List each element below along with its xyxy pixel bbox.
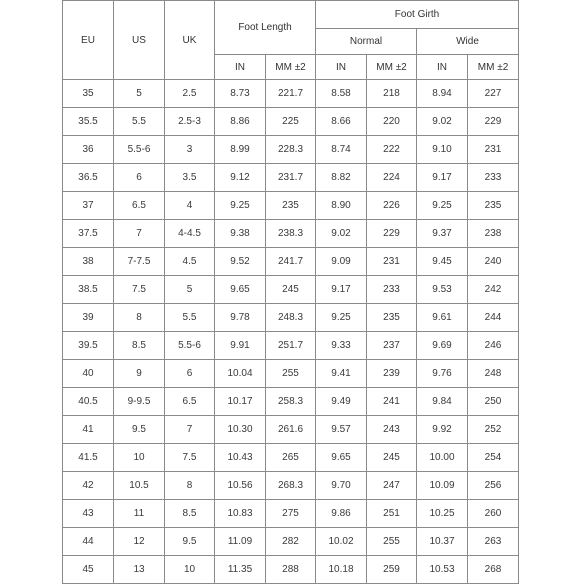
header-normal-mm: MM ±2 <box>367 55 417 80</box>
cell-uk: 5 <box>165 276 215 304</box>
header-us: US <box>114 1 165 80</box>
cell-uk: 4 <box>165 192 215 220</box>
table-row <box>63 472 519 500</box>
cell-length-in: 8.99 <box>215 136 266 164</box>
cell-eu: 35 <box>63 80 114 108</box>
cell-us: 7 <box>114 220 165 248</box>
cell-length-mm: 288 <box>266 556 316 584</box>
cell-us: 6.5 <box>114 192 165 220</box>
cell-us: 8 <box>114 304 165 332</box>
cell-us: 13 <box>114 556 165 584</box>
cell-normal-in: 9.09 <box>316 248 367 276</box>
header-normal-in: IN <box>316 55 367 80</box>
cell-wide-in: 8.94 <box>417 80 468 108</box>
cell-length-in: 9.78 <box>215 304 266 332</box>
table-row <box>63 164 519 192</box>
cell-normal-mm: 224 <box>367 164 417 192</box>
cell-length-in: 10.30 <box>215 416 266 444</box>
cell-wide-mm: 227 <box>468 80 519 108</box>
cell-eu: 45 <box>63 556 114 584</box>
cell-eu: 36.5 <box>63 164 114 192</box>
cell-eu: 36 <box>63 136 114 164</box>
cell-normal-in: 8.82 <box>316 164 367 192</box>
cell-us: 6 <box>114 164 165 192</box>
cell-length-in: 11.09 <box>215 528 266 556</box>
cell-normal-in: 10.18 <box>316 556 367 584</box>
cell-normal-mm: 218 <box>367 80 417 108</box>
table-row <box>63 360 519 388</box>
cell-normal-mm: 220 <box>367 108 417 136</box>
cell-normal-in: 9.86 <box>316 500 367 528</box>
cell-uk: 7.5 <box>165 444 215 472</box>
cell-uk: 4.5 <box>165 248 215 276</box>
cell-us: 5 <box>114 80 165 108</box>
cell-us: 9 <box>114 360 165 388</box>
cell-wide-mm: 268 <box>468 556 519 584</box>
size-chart <box>62 0 518 584</box>
cell-length-mm: 241.7 <box>266 248 316 276</box>
header-foot-girth: Foot Girth <box>316 1 519 29</box>
cell-normal-in: 8.58 <box>316 80 367 108</box>
cell-wide-mm: 244 <box>468 304 519 332</box>
cell-eu: 39 <box>63 304 114 332</box>
cell-length-in: 9.25 <box>215 192 266 220</box>
cell-uk: 6.5 <box>165 388 215 416</box>
cell-normal-mm: 243 <box>367 416 417 444</box>
cell-length-in: 9.12 <box>215 164 266 192</box>
cell-normal-in: 9.02 <box>316 220 367 248</box>
cell-length-in: 10.17 <box>215 388 266 416</box>
cell-length-mm: 245 <box>266 276 316 304</box>
cell-us: 9.5 <box>114 416 165 444</box>
cell-length-in: 10.83 <box>215 500 266 528</box>
cell-normal-mm: 251 <box>367 500 417 528</box>
cell-normal-mm: 241 <box>367 388 417 416</box>
cell-us: 10 <box>114 444 165 472</box>
cell-wide-in: 9.45 <box>417 248 468 276</box>
table-row <box>63 304 519 332</box>
cell-us: 7-7.5 <box>114 248 165 276</box>
cell-eu: 35.5 <box>63 108 114 136</box>
table-row <box>63 108 519 136</box>
table-row <box>63 500 519 528</box>
cell-uk: 8 <box>165 472 215 500</box>
cell-wide-mm: 263 <box>468 528 519 556</box>
cell-length-in: 11.35 <box>215 556 266 584</box>
cell-wide-in: 9.53 <box>417 276 468 304</box>
cell-length-mm: 225 <box>266 108 316 136</box>
cell-length-mm: 251.7 <box>266 332 316 360</box>
table-row <box>63 332 519 360</box>
table-row <box>63 556 519 584</box>
cell-wide-mm: 260 <box>468 500 519 528</box>
cell-wide-mm: 233 <box>468 164 519 192</box>
cell-length-mm: 228.3 <box>266 136 316 164</box>
cell-wide-in: 10.09 <box>417 472 468 500</box>
cell-length-mm: 265 <box>266 444 316 472</box>
cell-normal-in: 8.74 <box>316 136 367 164</box>
cell-length-in: 8.86 <box>215 108 266 136</box>
cell-us: 12 <box>114 528 165 556</box>
cell-wide-in: 9.61 <box>417 304 468 332</box>
cell-length-mm: 282 <box>266 528 316 556</box>
cell-length-in: 10.43 <box>215 444 266 472</box>
cell-uk: 2.5 <box>165 80 215 108</box>
table-row <box>63 136 519 164</box>
cell-uk: 8.5 <box>165 500 215 528</box>
cell-length-in: 10.56 <box>215 472 266 500</box>
table-row <box>63 276 519 304</box>
header-wide-mm: MM ±2 <box>468 55 519 80</box>
cell-wide-in: 9.25 <box>417 192 468 220</box>
cell-us: 10.5 <box>114 472 165 500</box>
cell-length-in: 9.91 <box>215 332 266 360</box>
cell-normal-mm: 233 <box>367 276 417 304</box>
cell-normal-mm: 229 <box>367 220 417 248</box>
cell-wide-in: 9.92 <box>417 416 468 444</box>
cell-wide-in: 9.69 <box>417 332 468 360</box>
cell-wide-in: 10.37 <box>417 528 468 556</box>
table-row <box>63 80 519 108</box>
header-length-mm: MM ±2 <box>266 55 316 80</box>
cell-uk: 3 <box>165 136 215 164</box>
cell-wide-mm: 229 <box>468 108 519 136</box>
cell-normal-in: 9.17 <box>316 276 367 304</box>
header-eu: EU <box>63 1 114 80</box>
cell-wide-in: 9.84 <box>417 388 468 416</box>
cell-length-in: 9.52 <box>215 248 266 276</box>
header-wide: Wide <box>417 29 519 55</box>
cell-wide-mm: 256 <box>468 472 519 500</box>
cell-wide-mm: 252 <box>468 416 519 444</box>
cell-uk: 2.5-3 <box>165 108 215 136</box>
cell-length-in: 9.38 <box>215 220 266 248</box>
cell-wide-in: 9.17 <box>417 164 468 192</box>
cell-wide-mm: 235 <box>468 192 519 220</box>
cell-length-mm: 258.3 <box>266 388 316 416</box>
cell-normal-mm: 239 <box>367 360 417 388</box>
size-table <box>62 0 519 584</box>
cell-length-mm: 238.3 <box>266 220 316 248</box>
cell-wide-mm: 240 <box>468 248 519 276</box>
cell-normal-mm: 222 <box>367 136 417 164</box>
cell-normal-in: 9.70 <box>316 472 367 500</box>
cell-normal-in: 9.57 <box>316 416 367 444</box>
cell-wide-in: 9.02 <box>417 108 468 136</box>
cell-eu: 44 <box>63 528 114 556</box>
cell-normal-in: 8.66 <box>316 108 367 136</box>
cell-length-mm: 275 <box>266 500 316 528</box>
table-row <box>63 444 519 472</box>
cell-wide-mm: 231 <box>468 136 519 164</box>
cell-us: 8.5 <box>114 332 165 360</box>
cell-length-mm: 221.7 <box>266 80 316 108</box>
cell-normal-in: 9.25 <box>316 304 367 332</box>
cell-normal-mm: 245 <box>367 444 417 472</box>
cell-eu: 43 <box>63 500 114 528</box>
table-body <box>63 80 519 584</box>
header-foot-length: Foot Length <box>215 1 316 55</box>
cell-length-mm: 235 <box>266 192 316 220</box>
cell-normal-in: 9.33 <box>316 332 367 360</box>
cell-wide-in: 10.53 <box>417 556 468 584</box>
cell-wide-in: 9.10 <box>417 136 468 164</box>
cell-length-in: 9.65 <box>215 276 266 304</box>
cell-eu: 38.5 <box>63 276 114 304</box>
cell-wide-in: 10.00 <box>417 444 468 472</box>
cell-us: 5.5-6 <box>114 136 165 164</box>
cell-length-in: 10.04 <box>215 360 266 388</box>
cell-uk: 5.5-6 <box>165 332 215 360</box>
cell-normal-mm: 237 <box>367 332 417 360</box>
header-wide-in: IN <box>417 55 468 80</box>
cell-normal-in: 9.65 <box>316 444 367 472</box>
table-header <box>63 1 519 80</box>
cell-uk: 5.5 <box>165 304 215 332</box>
cell-wide-mm: 250 <box>468 388 519 416</box>
cell-normal-mm: 231 <box>367 248 417 276</box>
cell-wide-in: 10.25 <box>417 500 468 528</box>
cell-eu: 38 <box>63 248 114 276</box>
cell-wide-in: 9.37 <box>417 220 468 248</box>
cell-length-mm: 248.3 <box>266 304 316 332</box>
cell-uk: 10 <box>165 556 215 584</box>
cell-wide-mm: 248 <box>468 360 519 388</box>
cell-uk: 9.5 <box>165 528 215 556</box>
cell-normal-mm: 255 <box>367 528 417 556</box>
cell-eu: 40.5 <box>63 388 114 416</box>
table-row <box>63 528 519 556</box>
table-row <box>63 248 519 276</box>
cell-wide-mm: 242 <box>468 276 519 304</box>
cell-eu: 42 <box>63 472 114 500</box>
cell-eu: 40 <box>63 360 114 388</box>
cell-wide-mm: 254 <box>468 444 519 472</box>
cell-length-mm: 231.7 <box>266 164 316 192</box>
cell-normal-in: 8.90 <box>316 192 367 220</box>
cell-uk: 6 <box>165 360 215 388</box>
cell-wide-in: 9.76 <box>417 360 468 388</box>
cell-uk: 3.5 <box>165 164 215 192</box>
cell-us: 9-9.5 <box>114 388 165 416</box>
cell-us: 11 <box>114 500 165 528</box>
cell-uk: 7 <box>165 416 215 444</box>
table-row <box>63 192 519 220</box>
cell-eu: 37.5 <box>63 220 114 248</box>
cell-normal-mm: 226 <box>367 192 417 220</box>
cell-normal-in: 10.02 <box>316 528 367 556</box>
cell-eu: 39.5 <box>63 332 114 360</box>
cell-eu: 41 <box>63 416 114 444</box>
cell-length-mm: 255 <box>266 360 316 388</box>
header-length-in: IN <box>215 55 266 80</box>
cell-uk: 4-4.5 <box>165 220 215 248</box>
cell-normal-mm: 235 <box>367 304 417 332</box>
table-row <box>63 220 519 248</box>
cell-length-mm: 268.3 <box>266 472 316 500</box>
cell-length-mm: 261.6 <box>266 416 316 444</box>
cell-normal-mm: 259 <box>367 556 417 584</box>
header-uk: UK <box>165 1 215 80</box>
cell-us: 7.5 <box>114 276 165 304</box>
cell-wide-mm: 238 <box>468 220 519 248</box>
table-row <box>63 388 519 416</box>
cell-eu: 41.5 <box>63 444 114 472</box>
table-row <box>63 416 519 444</box>
cell-normal-in: 9.49 <box>316 388 367 416</box>
cell-length-in: 8.73 <box>215 80 266 108</box>
cell-normal-in: 9.41 <box>316 360 367 388</box>
cell-normal-mm: 247 <box>367 472 417 500</box>
header-normal: Normal <box>316 29 417 55</box>
cell-us: 5.5 <box>114 108 165 136</box>
cell-wide-mm: 246 <box>468 332 519 360</box>
cell-eu: 37 <box>63 192 114 220</box>
